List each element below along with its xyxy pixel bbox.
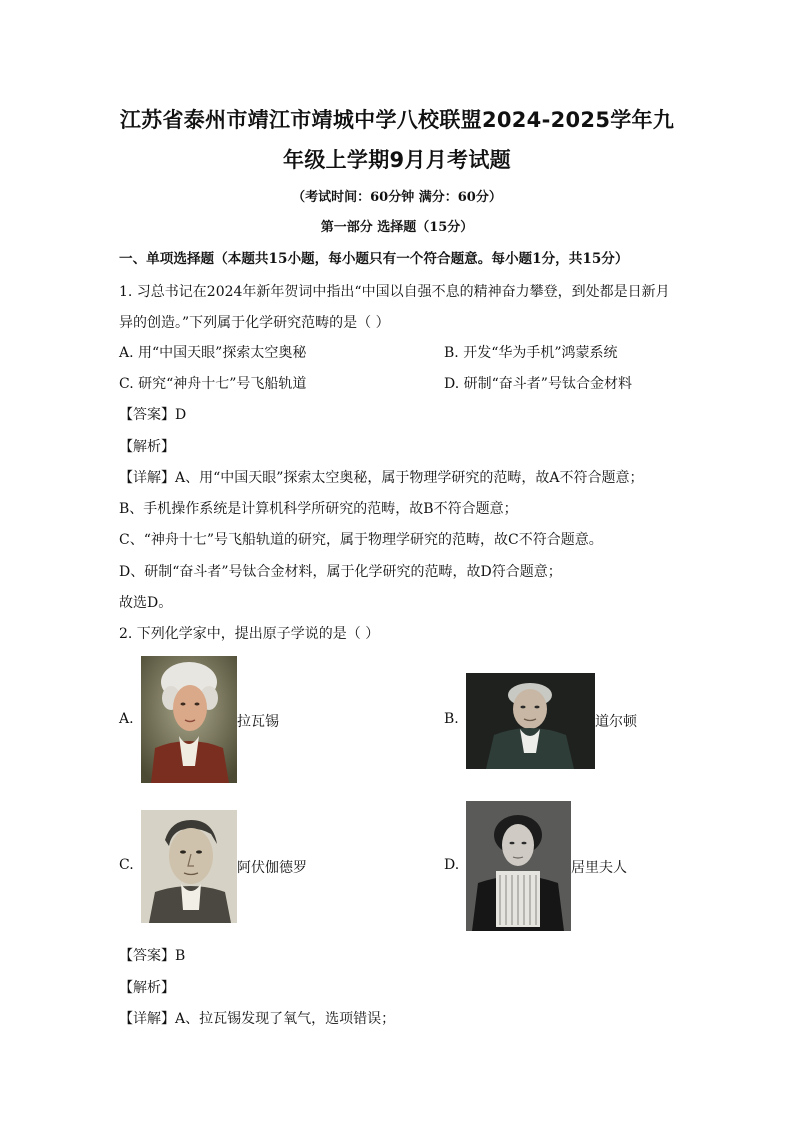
section-title: 一、单项选择题（本题共15小题，每小题只有一个符合题意。每小题1分，共15分）: [119, 251, 629, 267]
q2-option-d-name: 居里夫人: [571, 860, 627, 876]
q1-stem-line-2: 异的创造。”下列属于化学研究范畴的是（ ）: [119, 315, 390, 331]
q1-option-d: D. 研制“奋斗者”号钛合金材料: [444, 376, 632, 392]
q1-detail-a: 【详解】A、用“中国天眼”探索太空奥秘，属于物理学研究的范畴，故A不符合题意；: [119, 470, 644, 486]
q1-conclusion: 故选D。: [119, 595, 173, 611]
q1-option-b: B. 开发“华为手机”鸿蒙系统: [444, 345, 618, 361]
q1-detail-b: B、手机操作系统是计算机科学所研究的范畴，故B不符合题意；: [119, 501, 518, 517]
avogadro-portrait-image: [141, 810, 237, 923]
q2-stem: 2. 下列化学家中，提出原子学说的是（ ）: [119, 626, 380, 642]
q1-option-c: C. 研究“神舟十七”号飞船轨道: [119, 376, 307, 392]
exam-info: （考试时间：60分钟 满分：60分）: [292, 190, 502, 205]
q2-option-c-letter: C.: [119, 857, 134, 873]
q2-option-a-letter: A.: [119, 711, 134, 727]
q2-detail-a: 【详解】A、拉瓦锡发现了氧气，选项错误；: [119, 1011, 396, 1027]
q1-stem-line-1: 1. 习总书记在2024年新年贺词中指出“中国以自强不息的精神奋力攀登，到处都是日新月: [119, 284, 670, 300]
exam-title-line-2: 年级上学期9月月考试题: [283, 148, 511, 172]
q2-option-b-letter: B.: [444, 711, 459, 727]
curie-portrait-image: [466, 801, 571, 931]
exam-title-line-1: 江苏省泰州市靖江市靖城中学八校联盟2024-2025学年九: [119, 108, 675, 132]
q2-option-b-name: 道尔顿: [595, 714, 637, 730]
q1-detail-d: D、研制“奋斗者”号钛合金材料，属于化学研究的范畴，故D符合题意；: [119, 564, 562, 580]
q1-analysis-heading: 【解析】: [119, 439, 175, 455]
q1-detail-c: C、“神舟十七”号飞船轨道的研究，属于物理学研究的范畴，故C不符合题意。: [119, 532, 603, 548]
q2-option-d-letter: D.: [444, 857, 460, 873]
q1-option-a: A. 用“中国天眼”探索太空奥秘: [119, 345, 307, 361]
q1-answer: 【答案】D: [119, 407, 187, 423]
lavoisier-portrait-image: [141, 656, 237, 783]
q2-option-a-name: 拉瓦锡: [237, 714, 279, 730]
dalton-portrait-image: [466, 673, 595, 769]
q2-analysis-heading: 【解析】: [119, 980, 175, 996]
q2-answer: 【答案】B: [119, 948, 186, 964]
part-title: 第一部分 选择题（15分）: [320, 220, 474, 235]
q2-option-c-name: 阿伏伽德罗: [237, 860, 307, 876]
